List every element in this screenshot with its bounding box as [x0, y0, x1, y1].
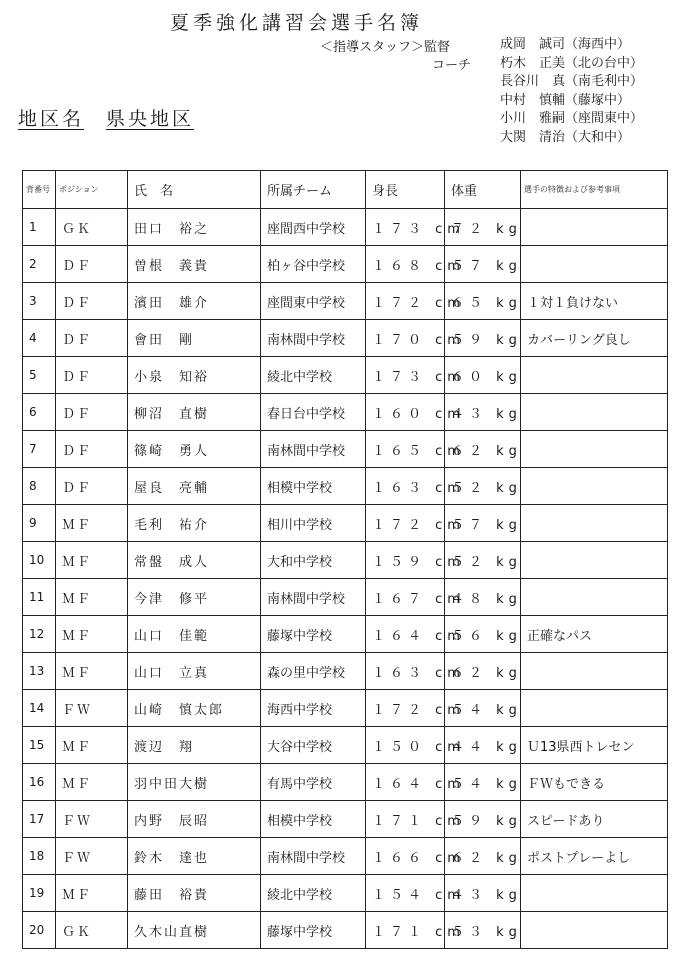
- cell-notes: [521, 690, 668, 727]
- cell-height: １６３ cm: [366, 468, 445, 505]
- cell-name: 田口 裕之: [128, 209, 261, 246]
- table-row: [23, 542, 668, 579]
- cell-name: 久木山直樹: [128, 912, 261, 949]
- cell-height: １６３ cm: [366, 653, 445, 690]
- cell-weight: ５７ kg: [445, 505, 521, 542]
- cell-notes: [521, 209, 668, 246]
- cell-position: ＭＦ: [56, 579, 128, 616]
- cell-team: 有馬中学校: [261, 764, 366, 801]
- cell-number: 14: [23, 690, 56, 727]
- table-row: [23, 246, 668, 283]
- roster-table: [22, 170, 668, 949]
- cell-position: ＤＦ: [56, 357, 128, 394]
- cell-name: 今津 修平: [128, 579, 261, 616]
- cell-team: 海西中学校: [261, 690, 366, 727]
- cell-weight: ７２ kg: [445, 209, 521, 246]
- cell-notes: [521, 468, 668, 505]
- cell-notes: Ｕ13県西トレセン: [521, 727, 668, 764]
- cell-notes: スピードあり: [521, 801, 668, 838]
- cell-height: １７１ cm: [366, 912, 445, 949]
- cell-team: 綾北中学校: [261, 357, 366, 394]
- cell-notes: [521, 542, 668, 579]
- cell-team: 大和中学校: [261, 542, 366, 579]
- cell-height: １７２ cm: [366, 283, 445, 320]
- cell-team: 座間東中学校: [261, 283, 366, 320]
- table-row: [23, 394, 668, 431]
- staff-member: 長谷川 真（南毛利中）: [500, 74, 644, 89]
- cell-position: ＤＦ: [56, 394, 128, 431]
- cell-team: 座間西中学校: [261, 209, 366, 246]
- cell-team: 相模中学校: [261, 468, 366, 505]
- cell-weight: ５９ kg: [445, 801, 521, 838]
- cell-name: 内野 辰昭: [128, 801, 261, 838]
- cell-weight: ６０ kg: [445, 357, 521, 394]
- header-weight: 体重: [445, 171, 521, 209]
- table-row: [23, 653, 668, 690]
- cell-notes: [521, 357, 668, 394]
- cell-notes: ポストプレーよし: [521, 838, 668, 875]
- cell-weight: ５２ kg: [445, 542, 521, 579]
- staff-list: [500, 36, 643, 147]
- cell-weight: ５４ kg: [445, 764, 521, 801]
- cell-team: 南林間中学校: [261, 431, 366, 468]
- cell-name: 羽中田大樹: [128, 764, 261, 801]
- cell-name: 小泉 知裕: [128, 357, 261, 394]
- cell-weight: ６２ kg: [445, 431, 521, 468]
- coach-label: コーチ: [432, 58, 472, 73]
- table-row: [23, 320, 668, 357]
- cell-notes: １対１負けない: [521, 283, 668, 320]
- table-row: [23, 468, 668, 505]
- table-row: [23, 357, 668, 394]
- cell-notes: [521, 431, 668, 468]
- cell-position: ＤＦ: [56, 320, 128, 357]
- cell-name: 藤田 裕貴: [128, 875, 261, 912]
- cell-height: １６４ cm: [366, 616, 445, 653]
- cell-team: 春日台中学校: [261, 394, 366, 431]
- cell-position: ＤＦ: [56, 431, 128, 468]
- table-row: [23, 579, 668, 616]
- cell-position: ＭＦ: [56, 653, 128, 690]
- table-row: [23, 875, 668, 912]
- cell-weight: ６５ kg: [445, 283, 521, 320]
- cell-notes: [521, 653, 668, 690]
- cell-position: ＦＷ: [56, 801, 128, 838]
- cell-position: ＤＦ: [56, 246, 128, 283]
- cell-weight: ４４ kg: [445, 727, 521, 764]
- staff-member: 小川 雅嗣（座間東中）: [500, 111, 644, 126]
- cell-weight: ５９ kg: [445, 320, 521, 357]
- cell-team: 南林間中学校: [261, 579, 366, 616]
- cell-position: ＧＫ: [56, 912, 128, 949]
- cell-height: １６４ cm: [366, 764, 445, 801]
- cell-number: 19: [23, 875, 56, 912]
- cell-height: １７０ cm: [366, 320, 445, 357]
- cell-weight: ４３ kg: [445, 394, 521, 431]
- staff-member: 成岡 誠司（海西中）: [500, 37, 631, 52]
- cell-position: ＦＷ: [56, 838, 128, 875]
- cell-height: １７１ cm: [366, 801, 445, 838]
- cell-weight: ６２ kg: [445, 653, 521, 690]
- table-row: [23, 283, 668, 320]
- cell-notes: [521, 505, 668, 542]
- district-label: 地区名: [18, 108, 85, 130]
- cell-team: 大谷中学校: [261, 727, 366, 764]
- table-row: [23, 431, 668, 468]
- cell-team: 藤塚中学校: [261, 912, 366, 949]
- cell-height: １６０ cm: [366, 394, 445, 431]
- cell-height: １６５ cm: [366, 431, 445, 468]
- table-row: [23, 838, 668, 875]
- cell-weight: ５７ kg: [445, 246, 521, 283]
- cell-position: ＭＦ: [56, 542, 128, 579]
- cell-notes: [521, 579, 668, 616]
- cell-name: 山口 佳範: [128, 616, 261, 653]
- cell-number: 4: [23, 320, 56, 357]
- cell-number: 7: [23, 431, 56, 468]
- cell-height: １６６ cm: [366, 838, 445, 875]
- cell-team: 柏ヶ谷中学校: [261, 246, 366, 283]
- cell-position: ＭＦ: [56, 616, 128, 653]
- cell-weight: ５３ kg: [445, 912, 521, 949]
- cell-name: 曽根 義貴: [128, 246, 261, 283]
- cell-notes: 正確なパス: [521, 616, 668, 653]
- cell-name: 常盤 成人: [128, 542, 261, 579]
- table-row: [23, 727, 668, 764]
- cell-notes: [521, 912, 668, 949]
- cell-weight: ４３ kg: [445, 875, 521, 912]
- cell-position: ＤＦ: [56, 468, 128, 505]
- cell-notes: [521, 246, 668, 283]
- table-row: [23, 690, 668, 727]
- cell-number: 8: [23, 468, 56, 505]
- cell-height: １７３ cm: [366, 357, 445, 394]
- cell-position: ＭＦ: [56, 875, 128, 912]
- cell-team: 南林間中学校: [261, 320, 366, 357]
- cell-number: 9: [23, 505, 56, 542]
- cell-position: ＤＦ: [56, 283, 128, 320]
- cell-weight: ４８ kg: [445, 579, 521, 616]
- cell-number: 5: [23, 357, 56, 394]
- cell-position: ＧＫ: [56, 209, 128, 246]
- header-notes: 選手の特徴および参考事項: [521, 171, 668, 209]
- cell-number: 13: [23, 653, 56, 690]
- cell-number: 3: [23, 283, 56, 320]
- cell-team: 森の里中学校: [261, 653, 366, 690]
- cell-number: 16: [23, 764, 56, 801]
- cell-position: ＭＦ: [56, 727, 128, 764]
- table-row: [23, 616, 668, 653]
- cell-height: １５９ cm: [366, 542, 445, 579]
- header-team: 所属チーム: [261, 171, 366, 209]
- cell-height: １６８ cm: [366, 246, 445, 283]
- cell-team: 相川中学校: [261, 505, 366, 542]
- cell-number: 12: [23, 616, 56, 653]
- cell-height: １７２ cm: [366, 505, 445, 542]
- staff-member: 中村 慎輔（藤塚中）: [500, 92, 631, 108]
- cell-team: 藤塚中学校: [261, 616, 366, 653]
- header-height: 身長: [366, 171, 445, 209]
- cell-weight: ６２ kg: [445, 838, 521, 875]
- cell-notes: ＦＷもできる: [521, 764, 668, 801]
- cell-number: 15: [23, 727, 56, 764]
- cell-name: 渡辺 翔: [128, 727, 261, 764]
- cell-team: 南林間中学校: [261, 838, 366, 875]
- cell-number: 10: [23, 542, 56, 579]
- cell-height: １６７ cm: [366, 579, 445, 616]
- cell-weight: ５６ kg: [445, 616, 521, 653]
- cell-height: １７２ cm: [366, 690, 445, 727]
- cell-weight: ５４ kg: [445, 690, 521, 727]
- staff-member: 朽木 正美（北の台中）: [500, 55, 644, 71]
- cell-number: 17: [23, 801, 56, 838]
- cell-notes: [521, 875, 668, 912]
- cell-number: 2: [23, 246, 56, 283]
- cell-name: 鈴木 達也: [128, 838, 261, 875]
- district-value: 県央地区: [106, 108, 195, 130]
- document-title: 夏季強化講習会選手名簿: [170, 12, 424, 34]
- cell-name: 柳沼 直樹: [128, 394, 261, 431]
- cell-notes: [521, 394, 668, 431]
- cell-notes: カバーリング良し: [521, 320, 668, 357]
- cell-number: 20: [23, 912, 56, 949]
- header-name: 氏 名: [128, 171, 261, 209]
- cell-height: １７３ cm: [366, 209, 445, 246]
- cell-position: ＭＦ: [56, 764, 128, 801]
- cell-name: 篠崎 勇人: [128, 431, 261, 468]
- district-heading: [18, 104, 216, 131]
- roster-body: [23, 209, 668, 949]
- cell-name: 毛利 祐介: [128, 505, 261, 542]
- header-number: 背番号: [23, 171, 56, 209]
- table-row: [23, 505, 668, 542]
- cell-name: 濱田 雄介: [128, 283, 261, 320]
- table-header-row: [23, 171, 668, 209]
- cell-position: ＦＷ: [56, 690, 128, 727]
- cell-name: 山口 立真: [128, 653, 261, 690]
- cell-number: 18: [23, 838, 56, 875]
- cell-name: 山崎 慎太郎: [128, 690, 261, 727]
- cell-name: 會田 剛: [128, 320, 261, 357]
- table-row: [23, 912, 668, 949]
- cell-name: 屋良 亮輔: [128, 468, 261, 505]
- cell-number: 6: [23, 394, 56, 431]
- table-row: [23, 209, 668, 246]
- staff-label: ＜指導スタッフ＞監督: [320, 40, 451, 55]
- header-position: ポジション: [56, 171, 128, 209]
- table-row: [23, 764, 668, 801]
- cell-height: １５０ cm: [366, 727, 445, 764]
- cell-number: 1: [23, 209, 56, 246]
- cell-team: 綾北中学校: [261, 875, 366, 912]
- cell-height: １５４ cm: [366, 875, 445, 912]
- table-row: [23, 801, 668, 838]
- cell-position: ＭＦ: [56, 505, 128, 542]
- cell-number: 11: [23, 579, 56, 616]
- cell-team: 相模中学校: [261, 801, 366, 838]
- cell-weight: ５２ kg: [445, 468, 521, 505]
- staff-member: 大関 清治（大和中）: [500, 129, 631, 145]
